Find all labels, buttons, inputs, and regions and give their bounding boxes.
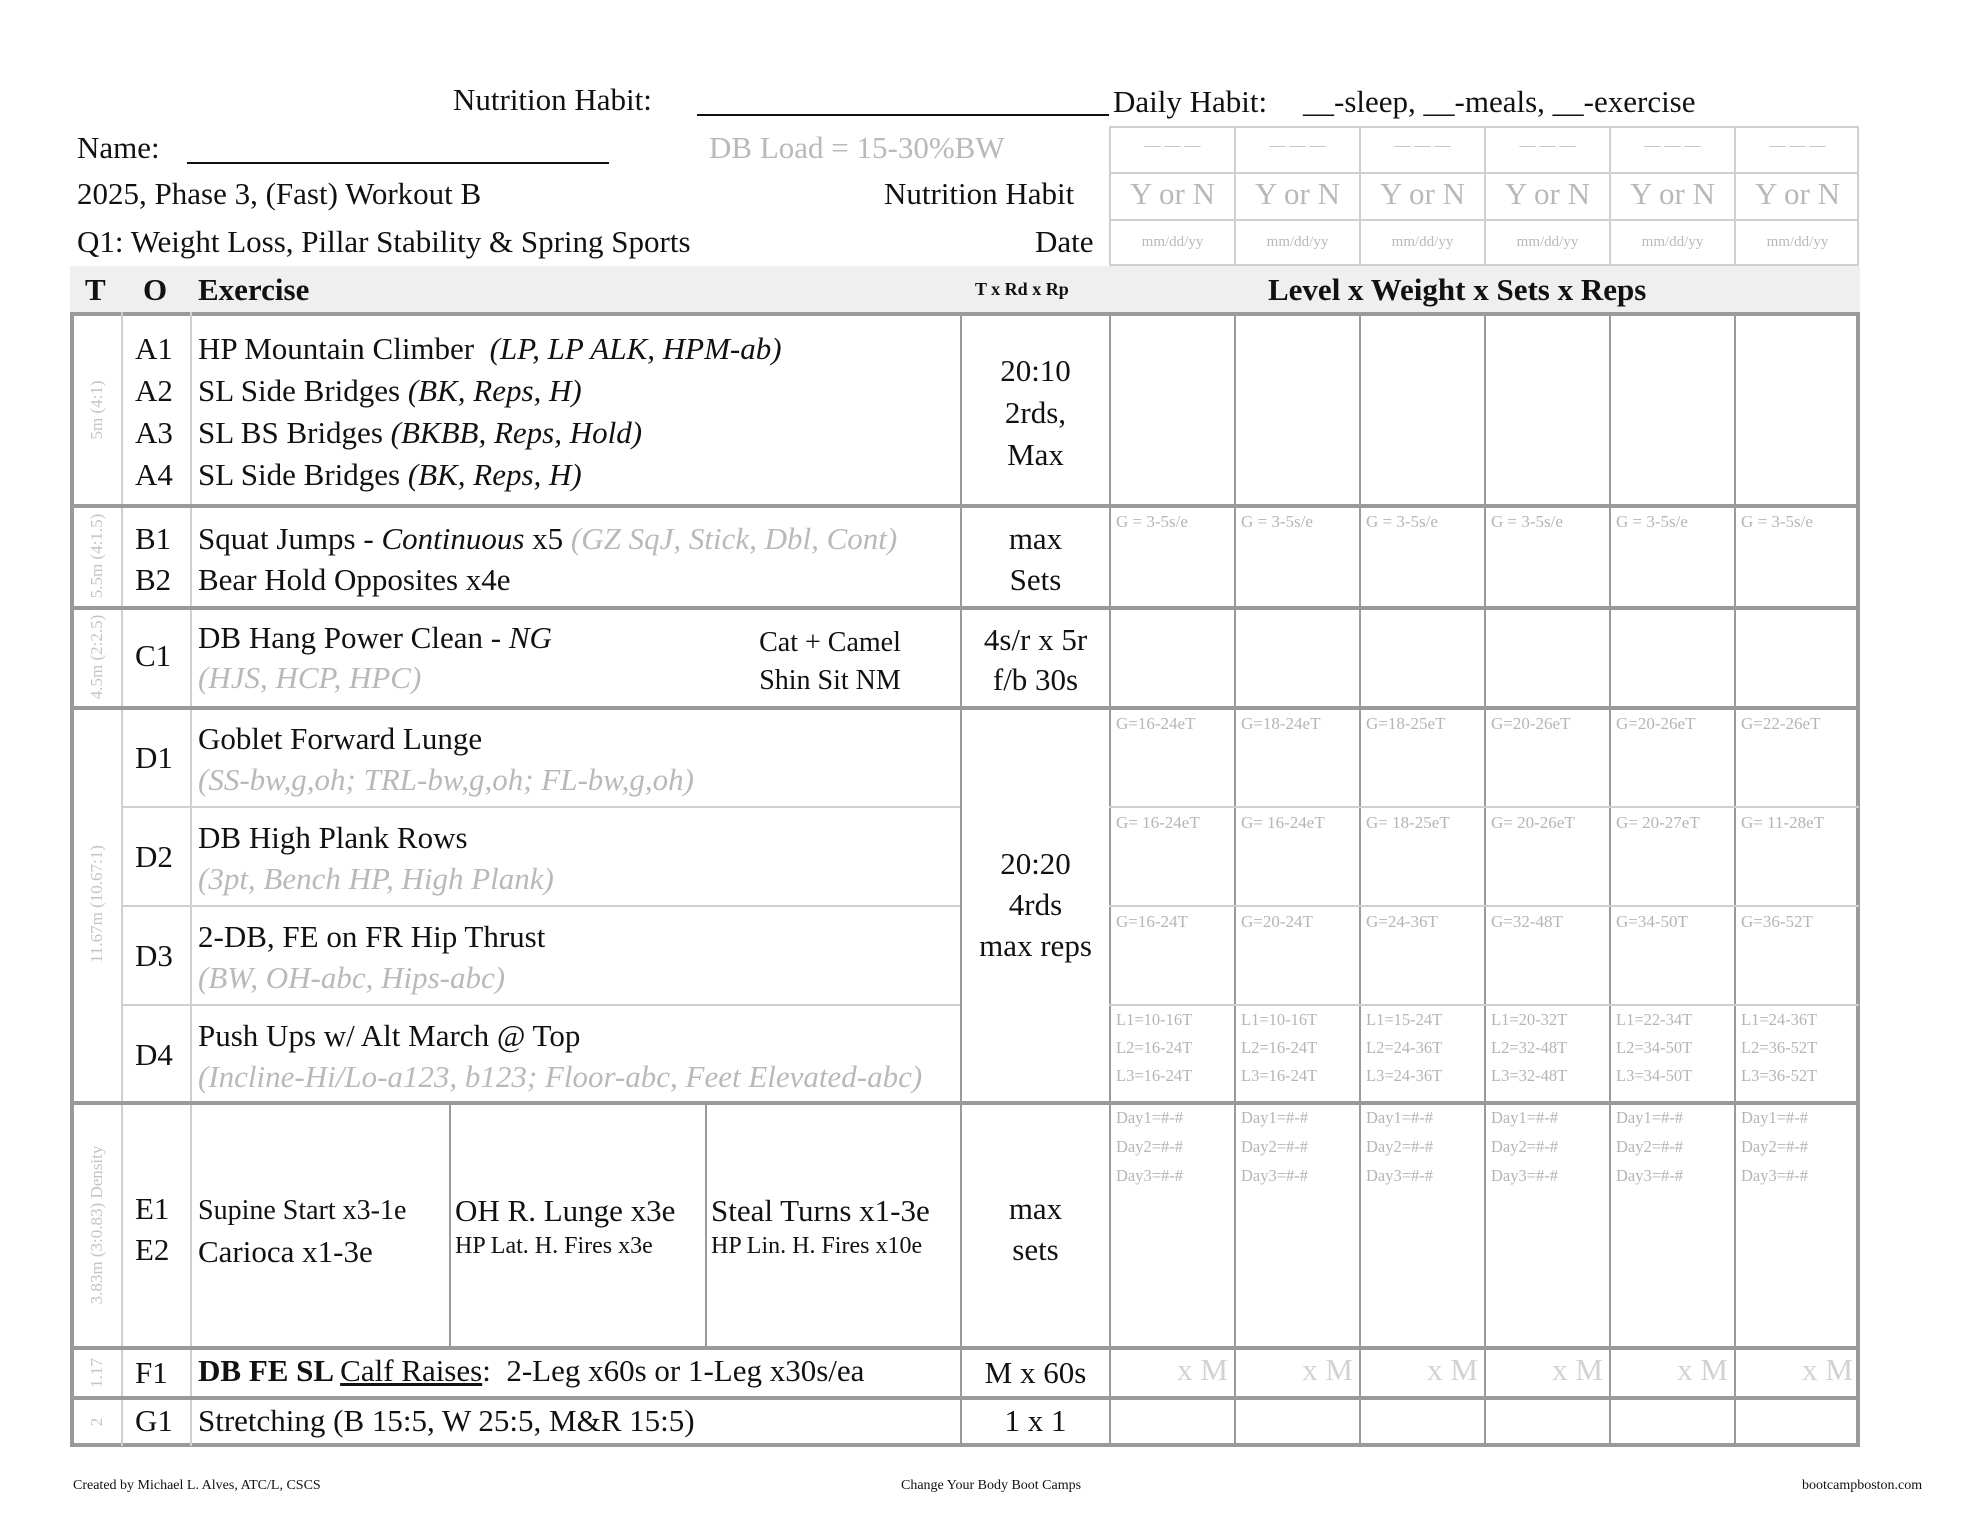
footer-credit: Created by Michael L. Alves, ATC/L, CSCS [73,1478,321,1493]
nutrition-habit-row-label: Nutrition Habit [884,176,1075,211]
f-note-1: x M [1177,1352,1228,1387]
date-field-2[interactable]: mm/dd/yy [1266,234,1329,250]
e-note-1-day2: Day2=#-# [1116,1137,1184,1156]
code-d4: D4 [135,1037,173,1072]
e-note-4-day1: Day1=#-# [1491,1108,1559,1127]
db-load-note: DB Load = 15-30%BW [709,130,1005,165]
e-note-6-day3: Day3=#-# [1741,1166,1809,1185]
exercise-d1: Goblet Forward Lunge (SS-bw,g,oh; TRL-bw,g,oh; FL-bw,g,oh) [198,721,694,797]
d4-note-2-l3: L3=16-24T [1241,1066,1318,1085]
exercise-d3: 2-DB, FE on FR Hip Thrust (BW, OH-abc, Hips-abc) [198,919,546,995]
name-blank[interactable] [187,162,609,164]
block-f-prescription: M x 60s [984,1355,1087,1390]
exercise-a1: HP Mountain Climber (LP, LP ALK, HPM-ab) [198,331,782,366]
blank-field-4[interactable]: __ __ __ [1519,132,1576,149]
d3-note-6: G=36-52T [1741,912,1813,931]
block-b-codes [135,518,171,600]
block-c-prescription: 4s/r x 5r f/b 30s [983,622,1088,697]
d4-note-6-l3: L3=36-52T [1741,1066,1818,1085]
exercise-b2: Bear Hold Opposites x4e [198,562,511,597]
d4-note-3-l1: L1=15-24T [1366,1010,1443,1029]
blank-field-6[interactable]: __ __ __ [1769,132,1826,149]
nutrition-yn-6[interactable]: Y or N [1755,176,1840,211]
e-note-1-day3: Day3=#-# [1116,1166,1184,1185]
block-d-time: 11.67m (10.67:1) [87,845,106,963]
d4-note-3-l2: L2=24-36T [1366,1038,1443,1057]
block-c-pairing [745,624,915,700]
d2-note-3: G= 18-25eT [1366,813,1450,832]
d4-note-2-l2: L2=16-24T [1241,1038,1318,1057]
d4-note-5-l1: L1=22-34T [1616,1010,1693,1029]
nutrition-yn-5[interactable]: Y or N [1630,176,1715,211]
block-a-time: 5m (4:1) [87,380,106,440]
d4-note-5-l3: L3=34-50T [1616,1066,1693,1085]
block-a-codes [135,328,173,496]
col-header-trr: T x Rd x Rp [975,279,1069,299]
block-b-note-5: G = 3-5s/e [1616,512,1688,531]
nutrition-habit-label: Nutrition Habit: [453,82,652,117]
footer-website[interactable]: bootcampboston.com [1802,1478,1923,1493]
e-note-2-day2: Day2=#-# [1241,1137,1309,1156]
d4-note-4-l3: L3=32-48T [1491,1066,1568,1085]
block-b-note-4: G = 3-5s/e [1491,512,1563,531]
col-header-t: T [85,272,106,307]
d2-note-5: G= 20-27eT [1616,813,1700,832]
exercise-d2: DB High Plank Rows (3pt, Bench HP, High Plank) [198,820,554,896]
code-e1: E1 [135,1191,170,1226]
exercise-c1: DB Hang Power Clean - NG (HJS, HCP, HPC) [198,620,552,695]
code-g1: G1 [135,1403,173,1438]
block-g-prescription: 1 x 1 [1004,1403,1067,1438]
block-b-exercises [198,518,897,600]
d1-note-6: G=22-26eT [1741,714,1821,733]
f-note-3: x M [1427,1352,1478,1387]
e-note-5-day3: Day3=#-# [1616,1166,1684,1185]
block-b-note-6: G = 3-5s/e [1741,512,1813,531]
exercise-d4: Push Ups w/ Alt March @ Top (Incline-Hi/Lo-a123, b123; Floor-abc, Feet Elevated-abc) [198,1018,923,1094]
exercise-a3: SL BS Bridges (BKBB, Reps, Hold) [198,415,643,450]
block-c-time: 4.5m (2:2.5) [87,614,106,700]
block-b-note-2: G = 3-5s/e [1241,512,1313,531]
d1-note-2: G=18-24eT [1241,714,1321,733]
d1-note-5: G=20-26eT [1616,714,1696,733]
exercise-a4: SL Side Bridges (BK, Reps, H) [198,457,582,492]
d2-note-2: G= 16-24eT [1241,813,1325,832]
col-header-o: O [143,272,168,307]
d2-note-4: G= 20-26eT [1491,813,1575,832]
d3-note-1: G=16-24T [1116,912,1188,931]
code-d3: D3 [135,938,173,973]
date-field-3[interactable]: mm/dd/yy [1391,234,1454,250]
e-note-6-day1: Day1=#-# [1741,1108,1809,1127]
d4-note-6-l2: L2=36-52T [1741,1038,1818,1057]
code-a4: A4 [135,457,173,492]
d4-note-2-l1: L1=10-16T [1241,1010,1318,1029]
e-note-6-day2: Day2=#-# [1741,1137,1809,1156]
f-note-4: x M [1552,1352,1603,1387]
code-d2: D2 [135,839,173,874]
d4-note-1-l1: L1=10-16T [1116,1010,1193,1029]
d4-note-1-l3: L3=16-24T [1116,1066,1193,1085]
exercise-a2: SL Side Bridges (BK, Reps, H) [198,373,582,408]
d4-note-6-l1: L1=24-36T [1741,1010,1818,1029]
code-a3: A3 [135,415,173,450]
d1-note-1: G=16-24eT [1116,714,1196,733]
exercise-f1: DB FE SL Calf Raises: 2-Leg x60s or 1-Leg x30s/ea [198,1353,865,1388]
e-note-2-day1: Day1=#-# [1241,1108,1309,1127]
d4-note-3-l3: L3=24-36T [1366,1066,1443,1085]
date-field-5[interactable]: mm/dd/yy [1641,234,1704,250]
d2-note-6: G= 11-28eT [1741,813,1825,832]
d1-note-4: G=20-26eT [1491,714,1571,733]
e-note-4-day3: Day3=#-# [1491,1166,1559,1185]
workout-title: 2025, Phase 3, (Fast) Workout B [77,176,482,211]
e-note-3-day1: Day1=#-# [1366,1108,1434,1127]
code-f1: F1 [135,1355,168,1390]
e-note-1-day1: Day1=#-# [1116,1108,1184,1127]
d4-note-5-l2: L2=34-50T [1616,1038,1693,1057]
nutrition-yn-1[interactable]: Y or N [1130,176,1215,211]
d3-note-2: G=20-24T [1241,912,1313,931]
e-note-4-day2: Day2=#-# [1491,1137,1559,1156]
date-field-6[interactable]: mm/dd/yy [1766,234,1829,250]
quarter-focus: Q1: Weight Loss, Pillar Stability & Spring Sports [77,224,691,259]
blank-field-3[interactable]: __ __ __ [1394,132,1451,149]
blank-field-5[interactable]: __ __ __ [1644,132,1701,149]
block-d-prescription: 20:20 4rds max reps [979,846,1092,963]
pair-cat-camel: Cat + Camel [759,627,901,658]
nutrition-habit-blank[interactable] [697,114,1109,116]
exercise-g1: Stretching (B 15:5, W 25:5, M&R 15:5) [198,1403,695,1438]
block-a-exercises [198,328,782,496]
nutrition-yn-2[interactable]: Y or N [1255,176,1340,211]
d4-note-4-l1: L1=20-32T [1491,1010,1568,1029]
f-note-6: x M [1802,1352,1853,1387]
date-field-1[interactable]: mm/dd/yy [1141,234,1204,250]
code-b1: B1 [135,521,172,556]
block-f-time: 1.17 [87,1358,106,1388]
date-field-4[interactable]: mm/dd/yy [1516,234,1579,250]
exercise-e-col3: Steal Turns x1-3e HP Lin. H. Fires x10e [711,1193,930,1259]
e-note-2-day3: Day3=#-# [1241,1166,1309,1185]
e-note-3-day3: Day3=#-# [1366,1166,1434,1185]
block-b-note-3: G = 3-5s/e [1366,512,1438,531]
d2-note-1: G= 16-24eT [1116,813,1200,832]
d3-note-3: G=24-36T [1366,912,1438,931]
code-e2: E2 [135,1232,170,1267]
code-d1: D1 [135,740,173,775]
footer-brand: Change Your Body Boot Camps [901,1478,1082,1493]
block-g-time: 2 [87,1417,106,1427]
code-a1: A1 [135,331,173,366]
e-note-5-day1: Day1=#-# [1616,1108,1684,1127]
code-c1: C1 [135,638,172,673]
code-a2: A2 [135,373,173,408]
d4-note-4-l2: L2=32-48T [1491,1038,1568,1057]
d3-note-5: G=34-50T [1616,912,1688,931]
name-label: Name: [77,130,160,165]
nutrition-yn-4[interactable]: Y or N [1505,176,1590,211]
blank-field-1[interactable]: __ __ __ [1144,132,1201,149]
pair-shin-sit: Shin Sit NM [759,665,901,696]
d1-note-3: G=18-25eT [1366,714,1446,733]
block-e-codes [135,1188,169,1270]
block-e-time: 3.83m (3:0.83) Density [87,1145,106,1305]
nutrition-yn-3[interactable]: Y or N [1380,176,1465,211]
code-b2: B2 [135,562,172,597]
e-note-5-day2: Day2=#-# [1616,1137,1684,1156]
daily-habit-items: __-sleep, __-meals, __-exercise [1303,84,1696,119]
block-b-time: 5.5m (4:1.5) [87,513,106,599]
exercise-e-col1: Supine Start x3-1e Carioca x1-3e [198,1195,407,1269]
f-note-2: x M [1302,1352,1353,1387]
d4-note-1-l2: L2=16-24T [1116,1038,1193,1057]
block-e-prescription: max sets [1008,1191,1063,1267]
d3-note-4: G=32-48T [1491,912,1563,931]
block-a-prescription: 20:10 2rds, Max [1000,353,1071,472]
exercise-b1: Squat Jumps - Continuous x5 (GZ SqJ, Stick, Dbl, Cont) [198,521,898,556]
f-note-5: x M [1677,1352,1728,1387]
daily-habit-label: Daily Habit: [1113,84,1268,119]
col-header-exercise: Exercise [198,272,310,307]
blank-field-2[interactable]: __ __ __ [1269,132,1326,149]
e-note-3-day2: Day2=#-# [1366,1137,1434,1156]
block-b-prescription: max Sets [1008,521,1063,597]
date-row-label: Date [1035,224,1094,259]
col-header-lwsr: Level x Weight x Sets x Reps [1268,272,1647,307]
exercise-e-col2: OH R. Lunge x3e HP Lat. H. Fires x3e [455,1193,676,1259]
block-b-note-1: G = 3-5s/e [1116,512,1188,531]
